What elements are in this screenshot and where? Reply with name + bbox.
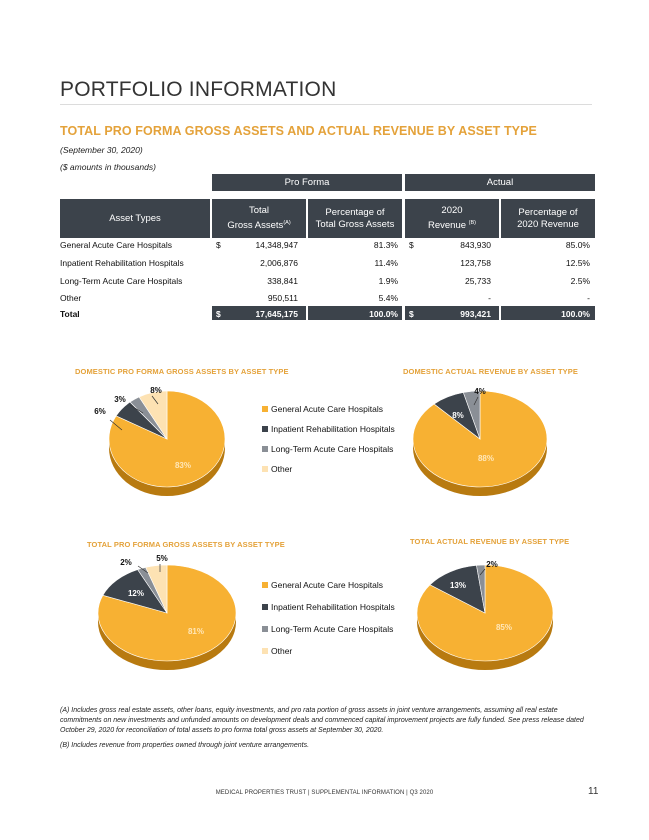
footnote-b: (B) Includes revenue from properties owned through joint venture arrangements. xyxy=(60,742,310,749)
pie-data-label: 13% xyxy=(449,581,467,590)
pct-revenue-value: - xyxy=(587,293,590,303)
col-header-total-gross-assets: Total Gross Assets$^{(A)}$ xyxy=(212,199,306,238)
legend-item-other: Other xyxy=(262,464,292,474)
pct-gross-assets-value: 1.9% xyxy=(378,276,398,286)
gross-assets-value: 14,348,947 xyxy=(255,240,298,250)
col-header-2020-revenue: 2020 Revenue $^{(B)}$ xyxy=(405,199,499,238)
pie-data-label: 8% xyxy=(150,386,162,395)
gross-assets-value: 950,511 xyxy=(267,293,298,303)
pie-data-label: 3% xyxy=(114,395,126,404)
chart-title-total-gross-assets: TOTAL PRO FORMA GROSS ASSETS BY ASSET TYPE xyxy=(87,540,285,549)
legend-item-inpatient-rehab: Inpatient Rehabilitation Hospitals xyxy=(262,602,395,612)
row-label: Inpatient Rehabilitation Hospitals xyxy=(60,258,184,268)
currency-symbol: $ xyxy=(216,240,221,250)
pct-gross-assets-value: 11.4% xyxy=(374,258,398,268)
legend-item-general-acute: General Acute Care Hospitals xyxy=(262,404,383,414)
pct-revenue-value: 2.5% xyxy=(570,276,590,286)
pie-data-label: 8% xyxy=(452,411,464,420)
chart-title-total-revenue: TOTAL ACTUAL REVENUE BY ASSET TYPE xyxy=(410,537,570,546)
total-revenue-value: 993,421 xyxy=(460,309,491,319)
legend-swatch xyxy=(262,406,268,412)
revenue-value: 843,930 xyxy=(460,240,491,250)
gross-assets-value: 338,841 xyxy=(267,276,298,286)
total-label: Total xyxy=(60,309,80,319)
pie-data-label: 85% xyxy=(495,623,513,632)
legend-swatch xyxy=(262,648,268,654)
pie-data-label: 81% xyxy=(187,627,205,636)
pie-data-label: 2% xyxy=(120,558,132,567)
pct-gross-assets-value: 81.3% xyxy=(373,240,398,250)
row-label: Long-Term Acute Care Hospitals xyxy=(60,276,183,286)
pie-data-label: 5% xyxy=(156,554,168,563)
pie-data-label: 12% xyxy=(127,589,145,598)
footnote-a: (A) Includes gross real estate assets, other loans, equity investments, and pro rata portion of gross assets in joint venture arrangements, assuming all real estate commitments on new investments and unfunded amounts on development deals and commenced capital improvement projects are fully funded. See press release dated October 29, 2020 for reconciliation of total assets to pro forma total gross assets at September 30, 2020. xyxy=(60,707,584,734)
group-header-pro-forma: Pro Forma xyxy=(212,174,402,191)
legend-bottom xyxy=(262,580,412,670)
legend-swatch xyxy=(262,626,268,632)
revenue-value: - xyxy=(488,293,491,303)
page-number: 11 xyxy=(588,786,599,797)
legend-top xyxy=(262,404,412,494)
pct-gross-assets-value: 5.4% xyxy=(378,293,398,303)
page-title: PORTFOLIO INFORMATION xyxy=(60,78,337,101)
legend-swatch xyxy=(262,466,268,472)
legend-swatch xyxy=(262,426,268,432)
pie-data-label: 88% xyxy=(477,454,495,463)
date-note: (September 30, 2020) xyxy=(60,145,143,155)
legend-item-other: Other xyxy=(262,646,292,656)
total-gross-assets-value: 17,645,175 xyxy=(255,309,298,319)
pie-data-label: 2% xyxy=(486,560,498,569)
pie-data-label: 6% xyxy=(94,407,106,416)
col-header-pct-gross-assets: Percentage of Total Gross Assets xyxy=(308,199,402,238)
legend-swatch xyxy=(262,446,268,452)
pct-revenue-value: 12.5% xyxy=(565,258,590,268)
chart-title-domestic-gross-assets: DOMESTIC PRO FORMA GROSS ASSETS BY ASSET TYPE xyxy=(75,367,289,376)
pie-data-label: 83% xyxy=(174,461,192,470)
col-header-asset-types: Asset Types xyxy=(60,199,210,238)
legend-swatch xyxy=(262,604,268,610)
row-label: General Acute Care Hospitals xyxy=(60,240,172,250)
row-label: Other xyxy=(60,293,82,303)
pie-data-label: 4% xyxy=(474,387,486,396)
legend-item-ltach: Long-Term Acute Care Hospitals xyxy=(262,444,393,454)
amount-note: ($ amounts in thousands) xyxy=(60,162,156,172)
currency-symbol: $ xyxy=(409,309,414,319)
currency-symbol: $ xyxy=(216,309,221,319)
page-footer: MEDICAL PROPERTIES TRUST | SUPPLEMENTAL INFORMATION | Q3 2020 xyxy=(215,790,434,796)
revenue-value: 25,733 xyxy=(465,276,491,286)
revenue-value: 123,758 xyxy=(460,258,491,268)
legend-item-inpatient-rehab: Inpatient Rehabilitation Hospitals xyxy=(262,424,395,434)
total-pct-gross-value: 100.0% xyxy=(369,309,398,319)
chart-title-domestic-revenue: DOMESTIC ACTUAL REVENUE BY ASSET TYPE xyxy=(403,367,578,376)
gross-assets-value: 2,006,876 xyxy=(260,258,298,268)
legend-item-general-acute: General Acute Care Hospitals xyxy=(262,580,383,590)
col-header-pct-revenue: Percentage of 2020 Revenue xyxy=(501,199,595,238)
legend-swatch xyxy=(262,582,268,588)
total-pct-revenue-value: 100.0% xyxy=(561,309,590,319)
legend-item-ltach: Long-Term Acute Care Hospitals xyxy=(262,624,393,634)
currency-symbol: $ xyxy=(409,240,414,250)
group-header-actual: Actual xyxy=(405,174,595,191)
section-title: TOTAL PRO FORMA GROSS ASSETS AND ACTUAL REVENUE BY ASSET TYPE xyxy=(60,124,537,138)
pct-revenue-value: 85.0% xyxy=(565,240,590,250)
